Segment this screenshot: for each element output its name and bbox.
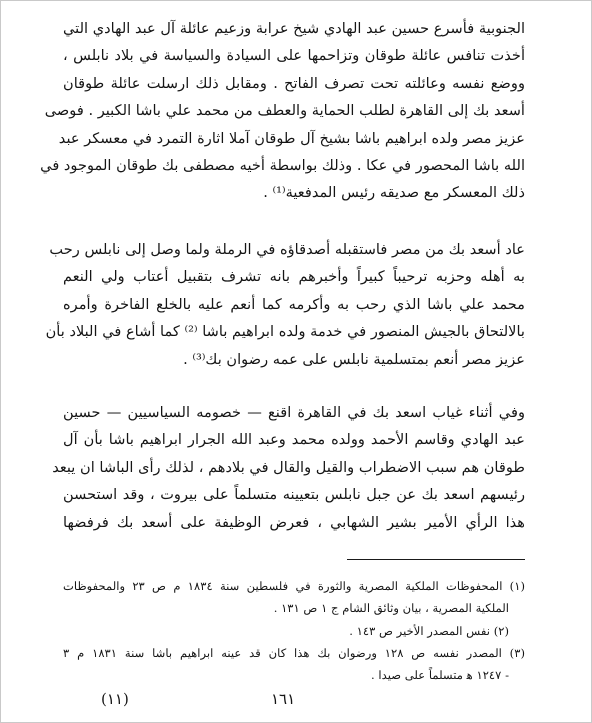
footnote-separator: [347, 559, 525, 560]
paragraph-1: [40, 15, 525, 207]
text-line: عزيز مصر ولده ابراهيم باشا بشيخ آل طوقان آملا اثارة التمرد في معسكر عبد: [58, 129, 525, 147]
text-line: محمد علي باشا الذي رحب به وأكرمه كما أنعم عليه بالخلع الفاخرة وأمره: [63, 295, 525, 313]
paragraph-2: [45, 236, 525, 373]
text-line: ذلك المعسكر مع صديقه رئيس المدفعية⁽¹⁾ .: [263, 184, 525, 202]
text-line: بالالتحاق بالجيش المنصور في خدمة ولده ابراهيم باشا ⁽²⁾ كما أشاع في البلاد بأن: [45, 323, 525, 341]
page-number: ١٦١: [271, 690, 296, 708]
text-line: طوقان هم سبب الاضطراب والقيل والقال في بلادهم ، لذلك رأى الباشا ان يبعد: [52, 458, 525, 476]
footnote-line: (٣) المصدر نفسه ص ١٢٨ ورضوان بك هذا كان قد عينه ابراهيم باشا سنة ١٨٣١ م ٣: [63, 645, 525, 660]
text-line: الله باشا المحصور في عكا . وذلك بواسطة أخيه مصطفى بك طوقان الموجود في: [40, 156, 525, 174]
page-footer: [101, 690, 501, 714]
text-line: عزيز مصر أنعم بمتسلمية نابلس على عمه رضوان بك⁽³⁾ .: [183, 350, 525, 368]
footnote-line: الملكية المصرية ، بيان وثائق الشام ج ١ ص ١٣١ .: [273, 601, 509, 616]
text-line: به أهله وحزبه ترحيباً كبيراً وأخبرهم بانه تشرف بتقبيل أعتاب ولي النعم: [63, 268, 525, 286]
text-line: عبد الهادي وقاسم الأحمد وولده محمد وعبد الله الجرار ابراهيم باشا بأن آل: [63, 431, 525, 449]
footnote-line: (٢) نفس المصدر الأخير ص ١٤٣ .: [349, 623, 509, 638]
text-line: عاد أسعد بك من مصر فاستقبله أصدقاؤه في الرملة ولما وصل إلى نابلس رحب: [49, 241, 525, 258]
text-line: أخذت تنافس عائلة طوقان وتزاحمها على السيادة والسياسة في بلاد نابلس ،: [63, 47, 525, 65]
text-line: هذا الرأي الأمير بشير الشهابي ، فعرض الوظيفة على أسعد بك فرفضها: [63, 513, 525, 531]
footnote-line: (١) المحفوظات الملكية المصرية والثورة في فلسطين سنة ١٨٣٤ م ص ٢٣ والمحفوظات: [63, 579, 525, 593]
chapter-page-number: (١١): [101, 690, 129, 708]
paragraph-3: [52, 399, 525, 536]
text-line: ووضع نفسه وعائلته تحت تصرف الفاتح . ومقابل ذلك ارسلت عائلة طوقان: [63, 74, 525, 92]
text-line: أسعد بك إلى القاهرة لطلب الحماية والعطف من محمد علي باشا الكبير . فوصى: [44, 102, 525, 120]
text-line: رئيسهم اسعد بك عن جبل نابلس بتعيينه متسلماً على بيروت ، وقد استحسن: [63, 486, 525, 504]
text-line: الجنوبية فأسرع حسين عبد الهادي شيخ عرابة وزعيم عائلة آل عبد الهادي التي: [63, 20, 525, 37]
footnotes: [63, 575, 525, 686]
footnote-line: - ١٢٤٧ ﻫ متسلماً على صيدا .: [371, 668, 509, 683]
text-line: وفي أثناء غياب اسعد بك في القاهرة اقنع — خصومه السياسيين — حسين: [63, 404, 525, 421]
